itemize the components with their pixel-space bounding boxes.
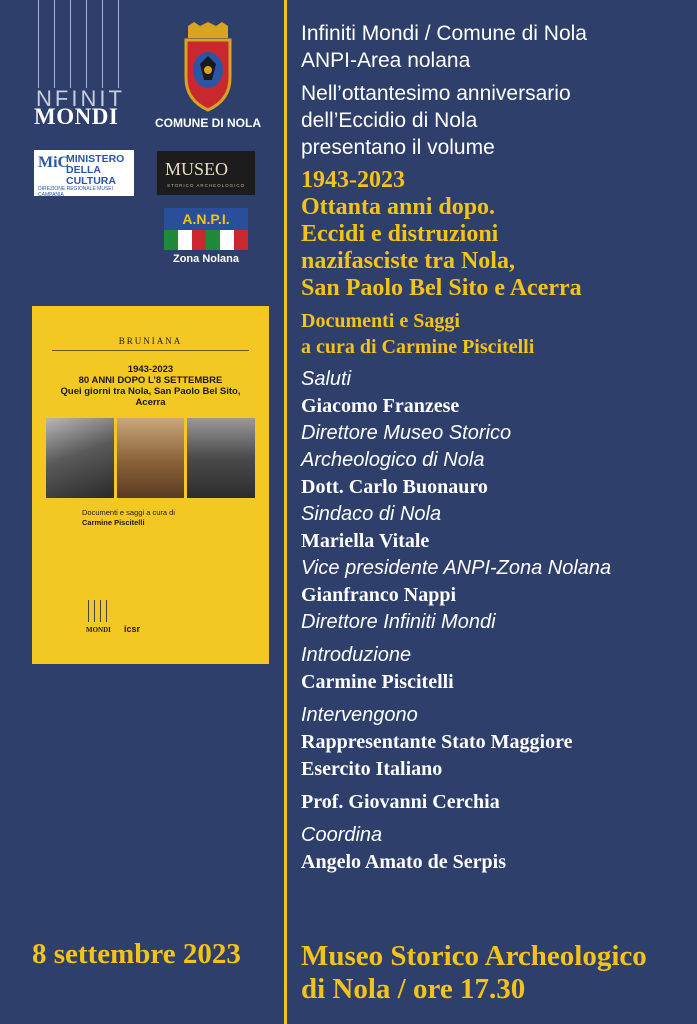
volume-subtitle: a cura di Carmine Piscitelli bbox=[301, 336, 535, 358]
vertical-divider bbox=[284, 0, 287, 1024]
anpi-title: A.N.P.I. bbox=[164, 208, 248, 230]
speaker-name: Prof. Giovanni Cerchia bbox=[301, 791, 500, 813]
flag-stripes-icon bbox=[164, 230, 248, 250]
book-title: 1943-2023 80 ANNI DOPO L’8 SETTEMBRE Quei giorni tra Nola, San Paolo Bel Sito, Acerra bbox=[60, 364, 241, 408]
venue-line: di Nola / ore 17.30 bbox=[301, 973, 526, 1005]
intro-line: presentano il volume bbox=[301, 136, 495, 159]
logo-text-thin: NFINIT bbox=[36, 86, 125, 111]
infiniti-mondi-logo bbox=[32, 0, 136, 132]
mic-text: MINISTERO DELLA CULTURA bbox=[66, 153, 125, 187]
speaker-role: Sindaco di Nola bbox=[301, 503, 442, 525]
volume-title: 1943-2023 bbox=[301, 167, 405, 193]
ministero-cultura-logo bbox=[34, 150, 134, 196]
volume-title: nazifasciste tra Nola, bbox=[301, 248, 515, 274]
mic-mark: MiC bbox=[38, 154, 70, 171]
book-photos bbox=[46, 418, 255, 498]
intro-line: Nell’ottantesimo anniversario bbox=[301, 82, 571, 105]
venue-line: Museo Storico Archeologico bbox=[301, 940, 647, 972]
speaker-name: Esercito Italiano bbox=[301, 758, 443, 780]
speaker-name: Rappresentante Stato Maggiore bbox=[301, 731, 573, 753]
book-footer-logo: MONDI bbox=[86, 626, 111, 634]
museo-title: MUSEO bbox=[165, 159, 229, 179]
museo-subtitle: STORICO ARCHEOLOGICO bbox=[167, 183, 246, 188]
comune-label: COMUNE DI NOLA bbox=[155, 116, 261, 130]
section-label: Coordina bbox=[301, 824, 383, 846]
speaker-role: Vice presidente ANPI-Zona Nolana bbox=[301, 557, 612, 579]
speaker-name: Dott. Carlo Buonauro bbox=[301, 476, 488, 498]
volume-title: San Paolo Bel Sito e Acerra bbox=[301, 275, 582, 301]
icsr-logo: icsr bbox=[124, 624, 141, 634]
photo-crowd bbox=[46, 418, 114, 498]
photo-building bbox=[117, 418, 185, 498]
volume-subtitle: Documenti e Saggi bbox=[301, 310, 460, 332]
speaker-name: Angelo Amato de Serpis bbox=[301, 851, 506, 873]
anpi-badge bbox=[164, 208, 248, 250]
anpi-logo bbox=[162, 208, 250, 265]
photo-soldier bbox=[187, 418, 255, 498]
logo-lines bbox=[32, 0, 136, 88]
right-column bbox=[301, 20, 693, 876]
event-date: 8 settembre 2023 bbox=[32, 938, 241, 970]
volume-title: Eccidi e distruzioni bbox=[301, 221, 499, 247]
section-label: Intervengono bbox=[301, 704, 418, 726]
intro-line: ANPI-Area nolana bbox=[301, 49, 471, 72]
logo-text-bold: MONDI bbox=[34, 104, 119, 129]
book-cover bbox=[32, 306, 269, 664]
anpi-label: Zona Nolana bbox=[172, 253, 239, 265]
event-venue bbox=[301, 940, 647, 1006]
speaker-name: Mariella Vitale bbox=[301, 530, 430, 552]
book-logo-lines bbox=[86, 600, 112, 622]
museo-logo bbox=[157, 151, 255, 195]
comune-di-nola-logo bbox=[150, 22, 266, 130]
speaker-name: Carmine Piscitelli bbox=[301, 671, 454, 693]
speaker-role: Archeologico di Nola bbox=[301, 449, 485, 471]
speaker-name: Giacomo Franzese bbox=[301, 395, 460, 417]
speaker-role: Direttore Museo Storico bbox=[301, 422, 512, 444]
volume-title: Ottanta anni dopo. bbox=[301, 194, 496, 220]
coat-of-arms-icon bbox=[178, 22, 238, 112]
book-rule bbox=[52, 350, 249, 351]
section-label: Introduzione bbox=[301, 644, 412, 666]
book-publisher: BRUNIANA bbox=[118, 336, 183, 346]
book-editor: Documenti e saggi a cura di Carmine Piscitelli bbox=[82, 508, 175, 527]
mic-subtitle: DIREZIONE REGIONALE MUSEI CAMPANIA bbox=[38, 186, 114, 198]
speaker-name: Gianfranco Nappi bbox=[301, 584, 457, 606]
intro-line: Infiniti Mondi / Comune di Nola bbox=[301, 22, 587, 45]
intro-line: dell’Eccidio di Nola bbox=[301, 109, 478, 132]
speaker-role: Direttore Infiniti Mondi bbox=[301, 611, 496, 633]
section-label: Saluti bbox=[301, 368, 352, 390]
